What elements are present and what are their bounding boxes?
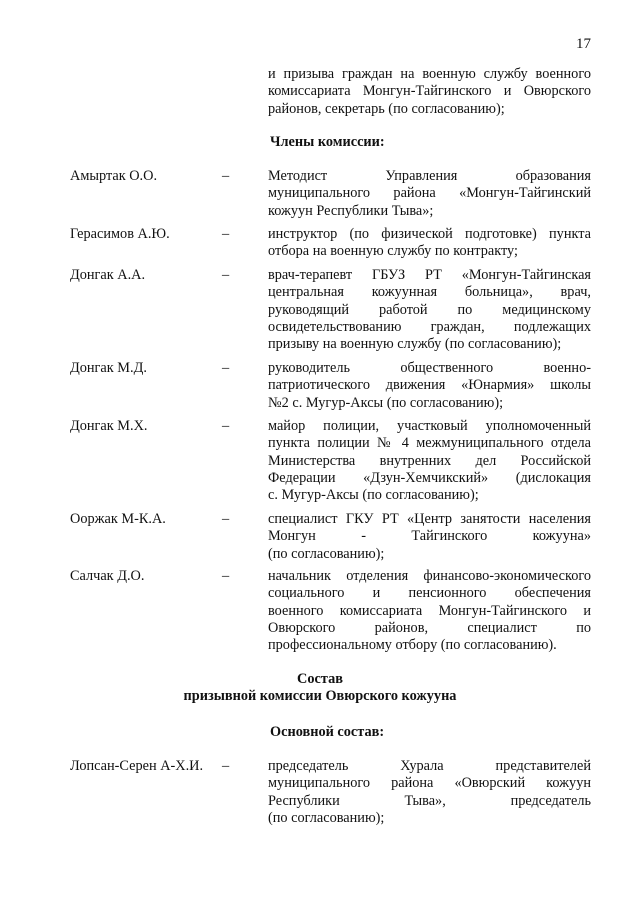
desc-line: майор полиции, участковый уполномоченный — [268, 418, 591, 434]
desc-line: руководитель общественного военно- — [268, 360, 591, 376]
member-dash: – — [222, 226, 230, 242]
desc-line: Монгун - Тайгинского кожууна» — [268, 528, 591, 545]
continuation-line: районов, секретарь (по согласованию); — [268, 100, 505, 117]
member-description — [268, 360, 591, 412]
desc-line: инструктор (по физической подготовке) пункта — [268, 226, 591, 242]
member-description — [268, 418, 591, 504]
desc-line: муниципального района «Монгун-Тайгинский — [268, 185, 591, 202]
member-dash: – — [222, 568, 230, 584]
desc-line: специалист ГКУ РТ «Центр занятости населения — [268, 511, 591, 527]
desc-line: призыву на военную службу (по согласованию); — [268, 336, 562, 353]
member-name: Донгак М.Х. — [70, 418, 148, 434]
member-description — [268, 511, 591, 563]
composition-subtitle: призывной комиссии Овюрского кожууна — [183, 688, 457, 704]
member-dash: – — [222, 511, 230, 527]
desc-line: начальник отделения финансово-экономического — [268, 568, 591, 584]
members-heading: Члены комиссии: — [270, 134, 385, 150]
member-dash: – — [222, 360, 230, 376]
member-name: Амыртак О.О. — [70, 168, 158, 184]
composition-title: Состав — [297, 671, 343, 687]
member-name: Герасимов А.Ю. — [70, 226, 170, 242]
desc-line: пункта полиции № 4 межмуниципального отдела — [268, 435, 591, 452]
desc-line: (по согласованию); — [268, 545, 385, 562]
desc-line: руководящий работой по медицинскому — [268, 301, 591, 318]
member-description — [268, 267, 591, 353]
member-description — [268, 568, 591, 654]
member-description — [268, 168, 591, 220]
page-number: 17 — [576, 36, 591, 52]
member-dash: – — [222, 418, 230, 434]
member-name: Лопсан-Серен А-Х.И. — [70, 758, 204, 774]
desc-line: №2 с. Мугур-Аксы (по согласованию); — [268, 394, 504, 411]
continuation-line: комиссариата Монгун-Тайгинского и Овюрского — [268, 83, 591, 100]
desc-line: (по согласованию); — [268, 809, 385, 826]
member-name: Салчак Д.О. — [70, 568, 145, 584]
desc-line: Министерства внутренних дел Российской — [268, 452, 591, 469]
desc-line: Федерации «Дзун-Хемчикский» (дислокация — [268, 469, 591, 486]
desc-line: муниципального района «Овюрский кожуун — [268, 775, 591, 792]
desc-line: отбора на военную службу по контракту; — [268, 243, 518, 260]
desc-line: социального и пенсионного обеспечения — [268, 585, 591, 602]
desc-line: с. Мугур-Аксы (по согласованию); — [268, 487, 479, 504]
main-composition-heading: Основной состав: — [270, 724, 385, 740]
desc-line: центральная кожуунная больница», врач, — [268, 284, 591, 301]
member-description — [268, 226, 591, 261]
member-dash: – — [222, 267, 230, 283]
desc-line: Овюрского районов, специалист по — [268, 619, 591, 636]
member-name: Донгак А.А. — [70, 267, 146, 283]
desc-line: Методист Управления образования — [268, 168, 591, 184]
member-name: Ооржак М-К.А. — [70, 511, 166, 527]
member-dash: – — [222, 168, 230, 184]
member-description — [268, 758, 591, 827]
desc-line: освидетельствованию граждан, подлежащих — [268, 318, 591, 335]
desc-line: врач-терапевт ГБУЗ РТ «Монгун-Тайгинская — [268, 267, 591, 283]
desc-line: кожуун Республики Тыва»; — [268, 202, 434, 219]
desc-line: военного комиссариата Монгун-Тайгинского и — [268, 602, 591, 619]
desc-line: Республики Тыва», председатель — [268, 792, 591, 809]
member-name: Донгак М.Д. — [70, 360, 147, 376]
member-dash: – — [222, 758, 230, 774]
desc-line: патриотического движения «Юнармия» школы — [268, 377, 591, 394]
desc-line: председатель Хурала представителей — [268, 758, 591, 774]
desc-line: профессиональному отбору (по согласованию). — [268, 637, 557, 654]
continuation-line: и призыва граждан на военную службу военного — [268, 66, 591, 82]
continuation-text — [268, 66, 591, 118]
